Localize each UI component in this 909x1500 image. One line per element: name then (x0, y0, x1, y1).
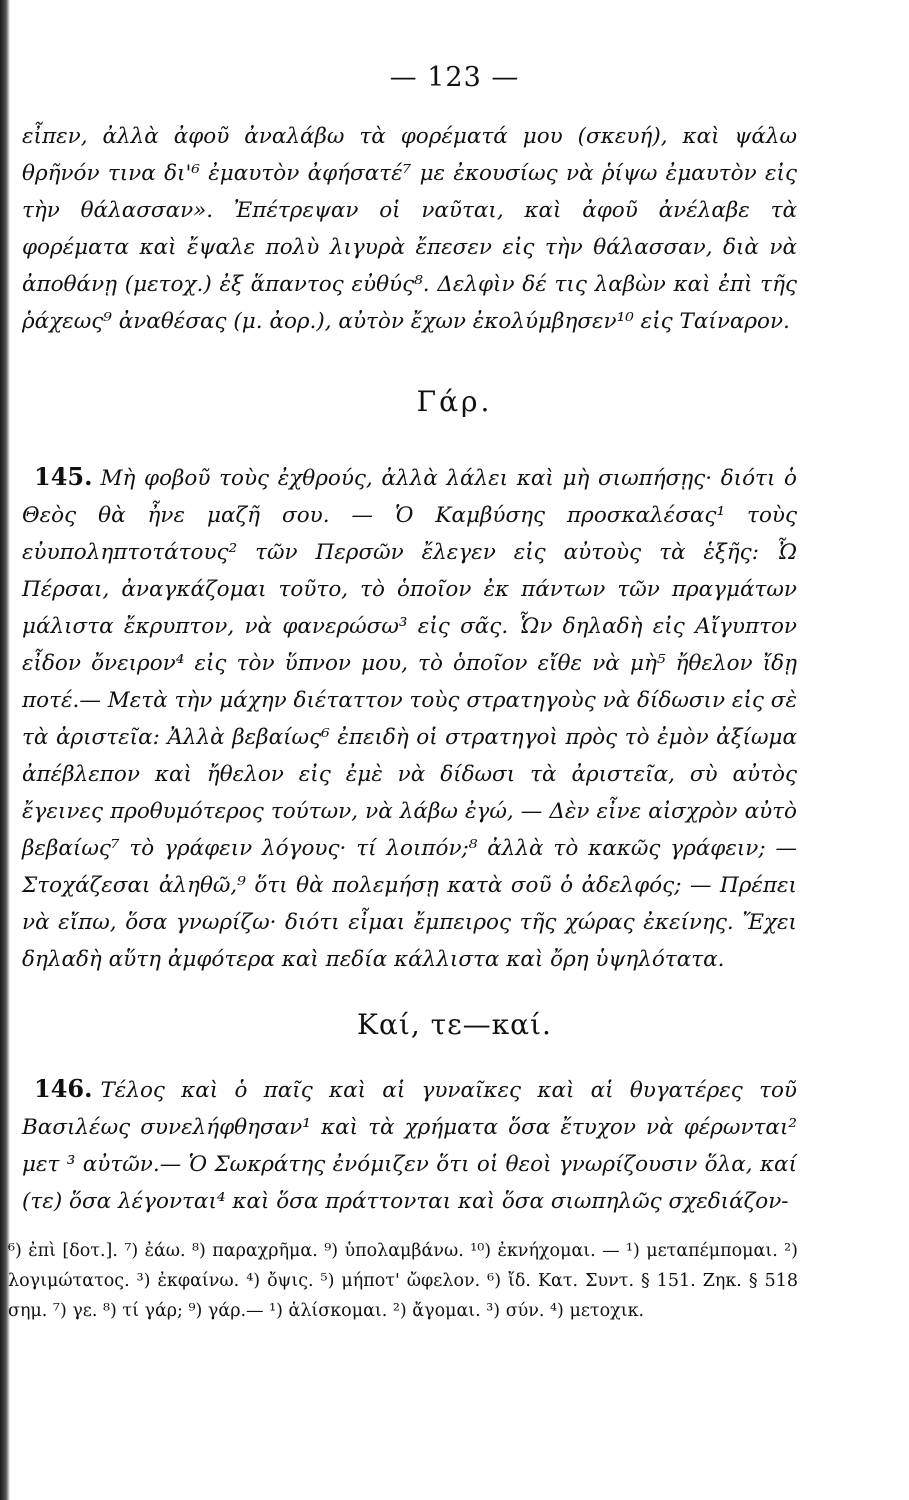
paragraph-number-145: 145. (34, 462, 93, 491)
paragraph-145 (22, 458, 797, 978)
footnotes: ⁶) ἐπὶ [δοτ.]. ⁷) ἐάω. ⁸) παραχρῆμα. ⁹) ὑπολαμβάνω. ¹⁰) ἐκνήχομαι. — ¹) μεταπέμπομαι. ²) λογιμώτατος. ³) ἐκφαίνω. ⁴) ὄψις. ⁵) μήποτ' ὤφελον. ⁶) ἴδ. Κατ. Συντ. § 151. Ζηκ. § 518 σημ. ⁷) γε. ⁸) τί γάρ; ⁹) γάρ.— ¹) ἁλίσκομαι. ²) ἄγομαι. ³) σύν. ⁴) μετοχικ. (8, 1241, 798, 1321)
paragraph-number-146: 146. (34, 1074, 93, 1103)
paragraph-146-text: Τέλος καὶ ὁ παῖς καὶ αἱ γυναῖκες καὶ αἱ θυγατέρες τοῦ Βασιλέως συνελήφθησαν¹ καὶ τὰ χρήματα ὅσα ἔτυχον νὰ φέρωνται² μετ ³ αὐτῶν.— Ὁ Σωκράτης ἐνόμιζεν ὅτι οἱ θεοὶ γνωρίζουσιν ὅλα, καί (τε) ὅσα λέγονται⁴ καὶ ὅσα πράττονται καὶ ὅσα σιωπηλῶς σχεδιάζον- (22, 1078, 797, 1214)
section-heading-kai: Καί, τε—καί. (357, 1008, 552, 1041)
page-number: — 123 — (389, 62, 520, 93)
paragraph-146 (22, 1070, 797, 1220)
paragraph-1: εἶπεν, ἀλλὰ ἀφοῦ ἀναλάβω τὰ φορέματά μου (σκευή), καὶ ψάλω θρῆνόν τινα δι'⁶ ἐμαυτὸν ἀφήσατέ⁷ με ἐκουσίως νὰ ῥίψω ἐμαυτὸν εἰς τὴν θάλασσαν». Ἐπέτρεψαν οἱ ναῦται, καὶ ἀφοῦ ἀνέλαβε τὰ φορέματα καὶ ἔψαλε πολὺ λιγυρὰ ἔπεσεν εἰς τὴν θάλασσαν, διὰ νὰ ἀποθάνῃ (μετοχ.) ἐξ ἅπαντος εὐθύς⁸. Δελφὶν δέ τις λαβὼν καὶ ἐπὶ τῆς ῥάχεως⁹ ἀναθέσας (μ. ἀορ.), αὐτὸν ἔχων ἐκολύμβησεν¹⁰ εἰς Ταίναρον. (22, 124, 797, 334)
section-heading-gar: Γάρ. (416, 385, 493, 418)
paragraph-145-text: Μὴ φοβοῦ τοὺς ἐχθρούς, ἀλλὰ λάλει καὶ μὴ σιωπήσῃς· διότι ὁ Θεὸς θὰ ἦνε μαζῆ σου. — Ὁ Καμβύσης προσκαλέσας¹ τοὺς εὐυποληπτοτάτους² τῶν Περσῶν ἔλεγεν εἰς αὐτοὺς τὰ ἑξῆς: Ὦ Πέρσαι, ἀναγκάζομαι τοῦτο, τὸ ὁποῖον ἐκ πάντων τῶν πραγμάτων μάλιστα ἔκρυπτον, νὰ φανερώσω³ εἰς σᾶς. Ὧν δηλαδὴ εἰς Αἴγυπτον εἶδον ὄνειρον⁴ εἰς τὸν ὕπνον μου, τὸ ὁποῖον εἴθε νὰ μὴ⁵ ἤθελον ἴδῃ ποτέ.— Μετὰ τὴν μάχην διέταττον τοὺς στρατηγοὺς νὰ δίδωσιν εἰς σὲ τὰ ἀριστεῖα: Ἀλλὰ βεβαίως⁶ ἐπειδὴ οἱ στρατηγοὶ πρὸς τὸ ἐμὸν ἀξίωμα ἀπέβλεπον καὶ ἤθελον εἰς ἐμὲ νὰ δίδωσι τὰ ἀριστεῖα, σὺ αὐτὸς ἔγεινες προθυμότερος τούτων, νὰ λάβω ἐγώ, — Δὲν εἶνε αἰσχρὸν αὐτὸ βεβαίως⁷ τὸ γράφειν λόγους· τί λοιπόν;⁸ ἀλλὰ τὸ κακῶς γράφειν; — Στοχάζεσαι ἀληθῶ,⁹ ὅτι θὰ πολεμήσῃ κατὰ σοῦ ὁ ἀδελφός; — Πρέπει νὰ εἴπω, ὅσα γνωρίζω· διότι εἶμαι ἔμπειρος τῆς χώρας ἐκείνης. Ἔχει δηλαδὴ αὕτη ἀμφότερα καὶ πεδία κάλλιστα καὶ ὄρη ὑψηλότατα. (22, 466, 797, 972)
